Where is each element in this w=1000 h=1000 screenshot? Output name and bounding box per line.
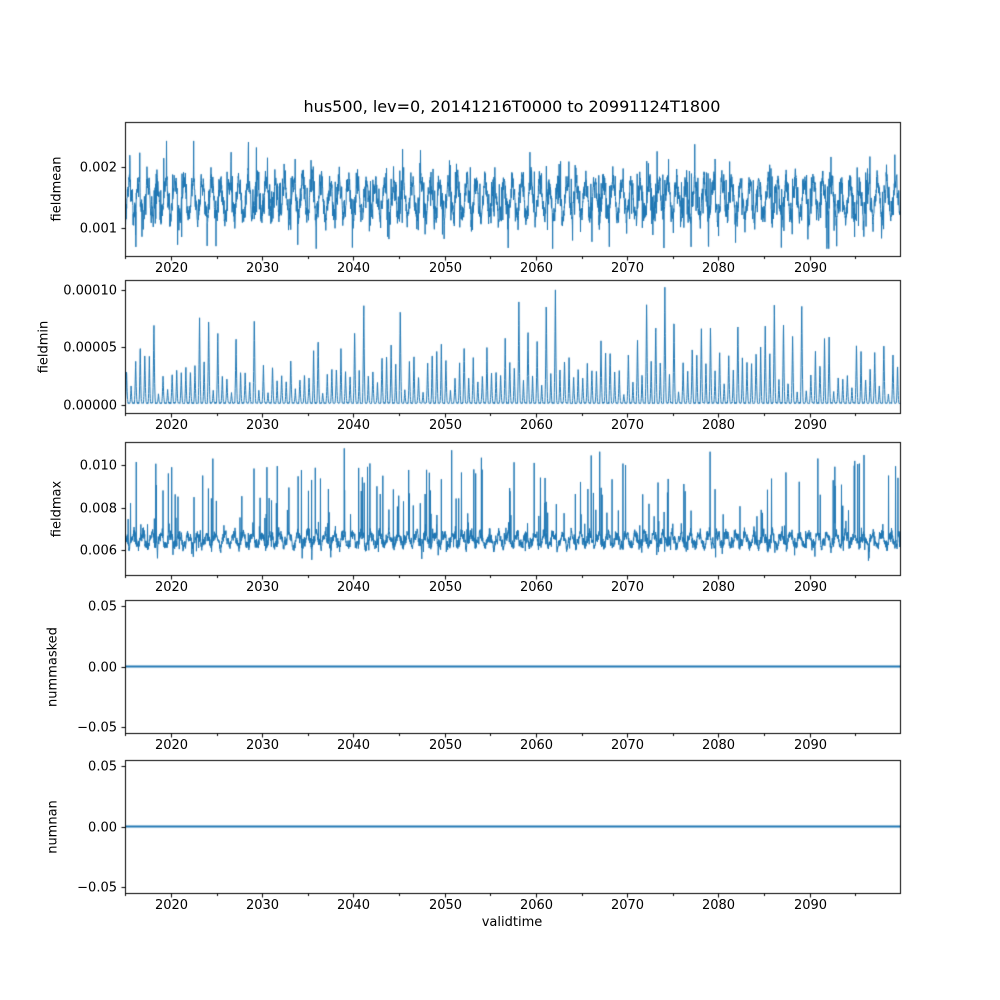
y-axis-label-fieldmean: fieldmean [49, 156, 65, 222]
x-tick-label: 2090 [793, 738, 828, 753]
x-tick-label: 2020 [154, 580, 189, 595]
x-tick-label: 2030 [245, 738, 280, 753]
x-tick-label: 2030 [245, 898, 280, 913]
x-tick-label: 2080 [701, 261, 736, 276]
x-tick-label: 2030 [245, 580, 280, 595]
x-tick-label: 2060 [519, 738, 554, 753]
y-tick-label: 0.05 [88, 599, 117, 614]
x-tick-label: 2050 [428, 261, 463, 276]
x-tick-label: 2040 [336, 261, 371, 276]
x-tick-label: 2070 [610, 261, 645, 276]
x-tick-label: 2020 [154, 261, 189, 276]
x-tick-label: 2030 [245, 261, 280, 276]
y-tick-label: 0.00 [88, 660, 117, 675]
x-axis-label: validtime [481, 915, 543, 930]
x-tick-label: 2050 [428, 418, 463, 433]
y-tick-label: −0.05 [77, 720, 117, 735]
x-tick-label: 2080 [701, 580, 736, 595]
x-tick-label: 2070 [610, 418, 645, 433]
y-tick-label: 0.006 [79, 543, 117, 558]
x-tick-label: 2050 [428, 898, 463, 913]
x-tick-label: 2020 [154, 738, 189, 753]
x-tick-label: 2080 [701, 418, 736, 433]
x-tick-label: 2080 [701, 738, 736, 753]
x-tick-label: 2040 [336, 418, 371, 433]
y-axis-label-fieldmax: fieldmax [49, 480, 65, 537]
x-tick-label: 2040 [336, 738, 371, 753]
y-tick-label: 0.05 [88, 759, 117, 774]
x-tick-label: 2070 [610, 580, 645, 595]
y-tick-label: −0.05 [77, 880, 117, 895]
x-tick-label: 2080 [701, 898, 736, 913]
y-axis-label-numnan: numnan [45, 799, 61, 854]
x-tick-label: 2040 [336, 898, 371, 913]
x-tick-label: 2020 [154, 898, 189, 913]
x-tick-label: 2040 [336, 580, 371, 595]
x-tick-label: 2060 [519, 580, 554, 595]
y-axis-label-fieldmin: fieldmin [36, 320, 52, 373]
x-tick-label: 2070 [610, 738, 645, 753]
y-tick-label: 0.002 [79, 160, 117, 175]
x-tick-label: 2050 [428, 580, 463, 595]
y-tick-label: 0.00 [88, 820, 117, 835]
x-tick-label: 2090 [793, 418, 828, 433]
y-tick-label: 0.00010 [63, 283, 117, 298]
x-tick-label: 2020 [154, 418, 189, 433]
y-tick-label: 0.010 [79, 458, 117, 473]
figure-title: hus500, lev=0, 20141216T0000 to 20991124T1800 [303, 97, 721, 116]
x-tick-label: 2050 [428, 738, 463, 753]
x-tick-label: 2060 [519, 898, 554, 913]
y-tick-label: 0.008 [79, 501, 117, 516]
y-tick-label: 0.001 [79, 221, 117, 236]
x-tick-label: 2060 [519, 261, 554, 276]
y-axis-label-nummasked: nummasked [45, 626, 61, 707]
x-tick-label: 2090 [793, 580, 828, 595]
x-tick-label: 2070 [610, 898, 645, 913]
x-tick-label: 2060 [519, 418, 554, 433]
x-tick-label: 2030 [245, 418, 280, 433]
y-tick-label: 0.00000 [63, 398, 117, 413]
x-tick-label: 2090 [793, 261, 828, 276]
y-tick-label: 0.00005 [63, 340, 117, 355]
x-tick-label: 2090 [793, 898, 828, 913]
